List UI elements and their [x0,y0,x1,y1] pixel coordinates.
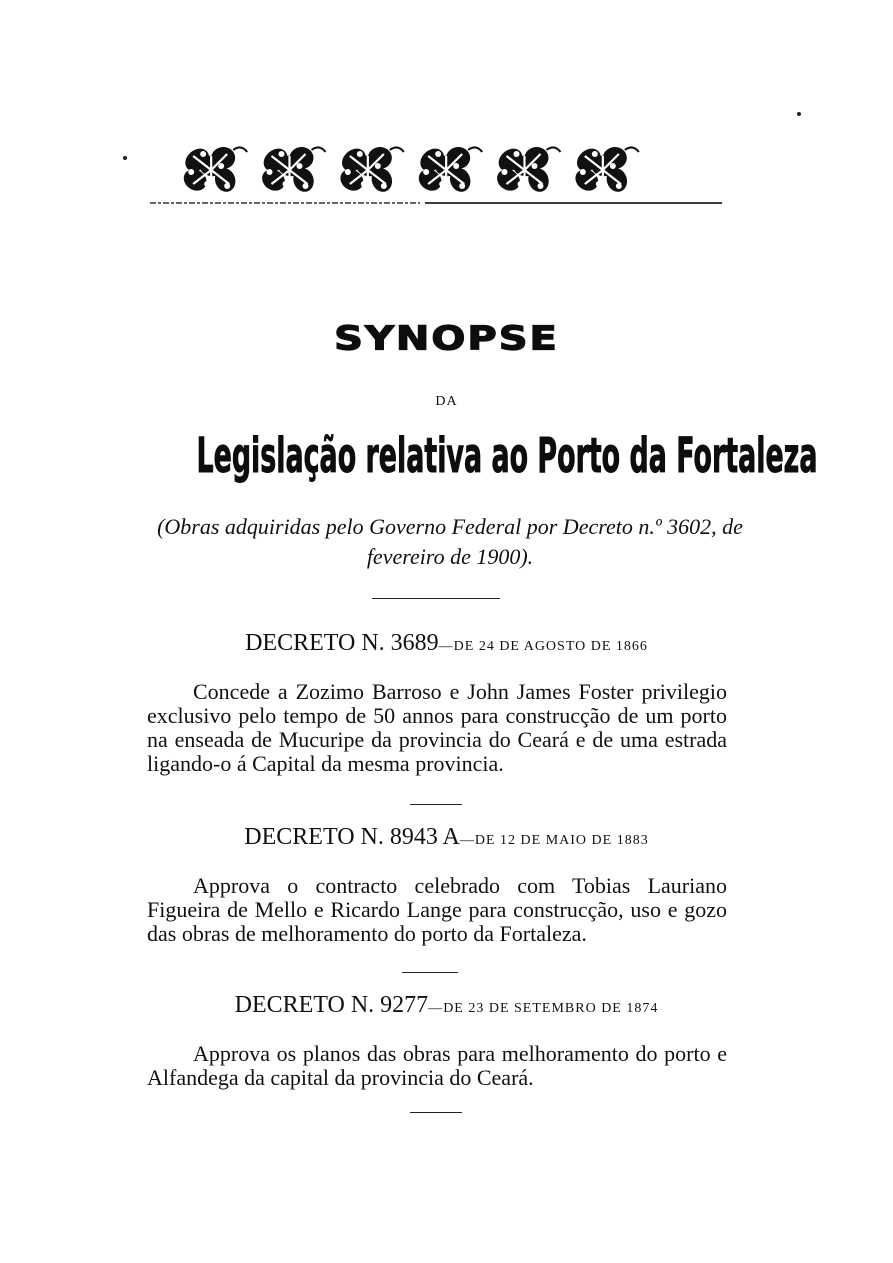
vine-leaf-icon [180,144,248,195]
vine-leaf-icon [571,144,639,195]
decree-summary: Concede a Zozimo Barroso e John James Foster privilegio exclusivo pelo tempo de 50 annos para construcção de um porto na enseada de Mucuripe da provincia do Ceará e de uma estrada ligando-o á Capital da mesma provincia. [147,679,727,776]
decree-date: —DE 24 DE AGOSTO DE 1866 [438,639,648,654]
section-divider [372,598,500,599]
decree-summary: Approva os planos das obras para melhoramento do porto e Alfandega da capital da provincia do Ceará. [147,1041,727,1090]
decree-date: —DE 12 DE MAIO DE 1883 [459,833,649,848]
vine-leaf-icon [258,144,326,195]
decree-number: DECRETO N. 9277 [234,992,429,1018]
page-title: SYNOPSE [334,320,559,358]
ink-speck [797,112,801,116]
section-divider [410,804,462,805]
vine-leaf-icon [493,144,561,195]
ornament-rule [150,200,722,206]
vine-leaf-icon [336,144,404,195]
document-heading: Legislação relativa ao Porto da Fortaleza [196,428,818,484]
decree-number: DECRETO N. 8943 A [244,824,460,850]
decree-summary: Approva o contracto celebrado com Tobias Lauriano Figueira de Mello e Ricardo Lange para construcção, uso e gozo das obras de melhoramento do porto da Fortaleza. [147,873,727,946]
title-connector: DA [435,394,458,409]
vine-ornament-band [172,138,642,198]
decree-heading [0,630,893,657]
decree-heading [0,824,893,851]
vine-leaf-icon [415,144,483,195]
decree-number: DECRETO N. 3689 [245,630,439,656]
decree-date: —DE 23 DE SETEMBRO DE 1874 [428,1001,659,1016]
document-subtitle: (Obras adquiridas pelo Governo Federal por Decreto n.º 3602, de fevereiro de 1900). [157,514,743,569]
decree-heading [0,992,893,1019]
ink-speck [123,156,127,160]
section-divider [410,1112,462,1113]
section-divider [402,972,458,973]
